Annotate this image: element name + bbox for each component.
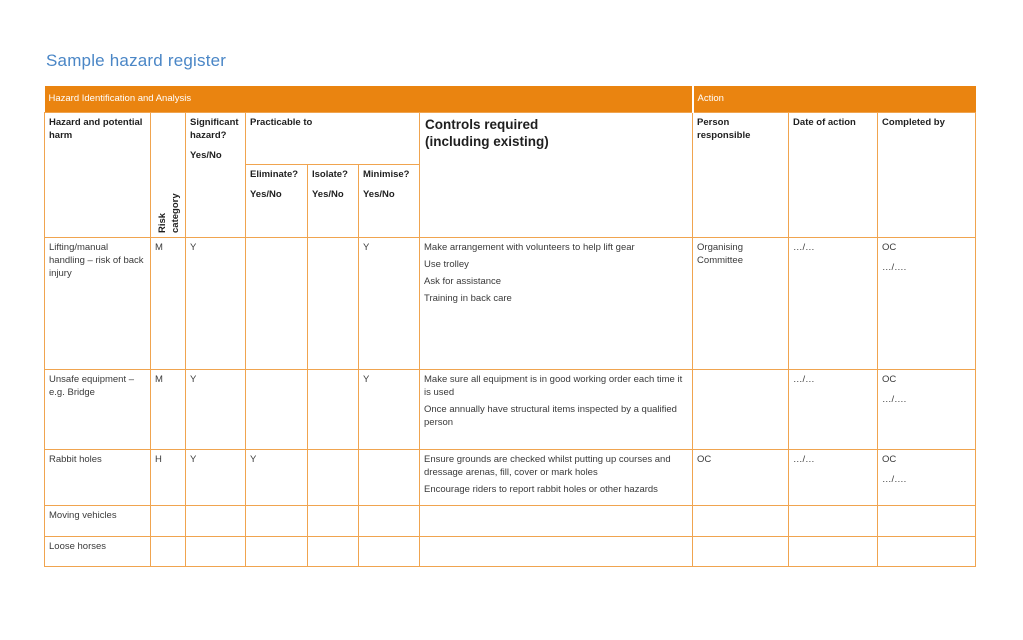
table-row-moving-vehicles	[45, 505, 976, 536]
cell-significant	[186, 536, 246, 566]
cell-eliminate	[246, 505, 308, 536]
cell-eliminate	[246, 237, 308, 369]
header-significant-line1: Significant hazard?	[190, 116, 239, 141]
control-item: Make arrangement with volunteers to help lift gear	[424, 241, 635, 253]
header-eliminate-line1: Eliminate?	[250, 168, 299, 180]
control-item: Once annually have structural items inspected by a qualified person	[424, 403, 677, 428]
completed-line: …/….	[882, 473, 907, 485]
completed-line: OC	[882, 373, 897, 385]
cell-significant: Y	[186, 369, 246, 449]
control-item: Ensure grounds are checked whilst putting up courses and dressage arenas, fill, cover or mark holes	[424, 453, 671, 478]
cell-minimise	[359, 505, 420, 536]
cell-eliminate: Y	[246, 449, 308, 505]
cell-minimise: Y	[359, 369, 420, 449]
header-minimise	[359, 164, 420, 237]
cell-risk-category	[151, 536, 186, 566]
cell-date: …/…	[789, 237, 878, 369]
cell-person: OC	[693, 449, 789, 505]
control-item: Ask for assistance	[424, 275, 502, 287]
cell-hazard: Unsafe equipment – e.g. Bridge	[45, 369, 151, 449]
cell-minimise: Y	[359, 237, 420, 369]
cell-completed	[878, 237, 976, 369]
header-eliminate	[246, 164, 308, 237]
control-item: Make sure all equipment is in good working order each time it is used	[424, 373, 683, 398]
header-controls-line2: (including existing)	[425, 133, 549, 149]
cell-person	[693, 505, 789, 536]
section-band-row	[45, 86, 976, 112]
header-minimise-line1: Minimise?	[363, 168, 410, 180]
cell-risk-category: M	[151, 369, 186, 449]
cell-controls	[420, 536, 693, 566]
header-significant-hazard	[186, 112, 246, 237]
cell-hazard: Loose horses	[45, 536, 151, 566]
cell-risk-category: H	[151, 449, 186, 505]
cell-minimise	[359, 536, 420, 566]
cell-significant: Y	[186, 237, 246, 369]
section-action: Action	[693, 86, 976, 112]
cell-risk-category	[151, 505, 186, 536]
header-controls-required	[420, 112, 693, 237]
control-item: Encourage riders to report rabbit holes or other hazards	[424, 483, 658, 495]
cell-isolate	[308, 369, 359, 449]
table-row-lifting	[45, 237, 976, 369]
header-isolate	[308, 164, 359, 237]
header-person-responsible: Person responsible	[693, 112, 789, 237]
cell-date	[789, 505, 878, 536]
header-eliminate-line2: Yes/No	[250, 188, 282, 200]
cell-person	[693, 536, 789, 566]
cell-isolate	[308, 449, 359, 505]
completed-line: OC	[882, 241, 897, 253]
cell-risk-category: M	[151, 237, 186, 369]
header-significant-line2: Yes/No	[190, 149, 222, 161]
page-title: Sample hazard register	[46, 51, 227, 70]
header-hazard: Hazard and potential harm	[45, 112, 151, 237]
cell-minimise	[359, 449, 420, 505]
cell-isolate	[308, 505, 359, 536]
cell-date: …/…	[789, 449, 878, 505]
completed-line: …/….	[882, 261, 907, 273]
table-row-unsafe-equipment	[45, 369, 976, 449]
cell-controls	[420, 449, 693, 505]
header-risk-category	[151, 112, 186, 237]
section-hazard-identification: Hazard Identification and Analysis	[45, 86, 693, 112]
table-row-rabbit-holes	[45, 449, 976, 505]
header-practicable-to: Practicable to	[246, 112, 420, 164]
cell-isolate	[308, 237, 359, 369]
header-completed-by: Completed by	[878, 112, 976, 237]
cell-controls	[420, 369, 693, 449]
header-minimise-line2: Yes/No	[363, 188, 395, 200]
table-row-loose-horses	[45, 536, 976, 566]
cell-hazard: Rabbit holes	[45, 449, 151, 505]
cell-date	[789, 536, 878, 566]
cell-eliminate	[246, 369, 308, 449]
cell-hazard: Moving vehicles	[45, 505, 151, 536]
completed-line: OC	[882, 453, 897, 465]
cell-controls	[420, 237, 693, 369]
header-controls-line1: Controls required	[425, 116, 539, 132]
cell-person	[693, 369, 789, 449]
cell-eliminate	[246, 536, 308, 566]
cell-completed	[878, 369, 976, 449]
cell-hazard: Lifting/manual handling – risk of back injury	[45, 237, 151, 369]
header-row-1	[45, 112, 976, 164]
cell-person: Organising Committee	[693, 237, 789, 369]
header-date-of-action: Date of action	[789, 112, 878, 237]
header-isolate-line1: Isolate?	[312, 168, 348, 180]
header-isolate-line2: Yes/No	[312, 188, 344, 200]
completed-line: …/….	[882, 393, 907, 405]
cell-significant	[186, 505, 246, 536]
cell-completed	[878, 449, 976, 505]
hazard-register-table	[44, 86, 976, 567]
risk-category-vertical-label: Risk category	[157, 192, 181, 233]
cell-completed	[878, 505, 976, 536]
cell-completed	[878, 536, 976, 566]
cell-significant: Y	[186, 449, 246, 505]
control-item: Training in back care	[424, 292, 512, 304]
control-item: Use trolley	[424, 258, 469, 270]
cell-date: …/…	[789, 369, 878, 449]
cell-isolate	[308, 536, 359, 566]
cell-controls	[420, 505, 693, 536]
